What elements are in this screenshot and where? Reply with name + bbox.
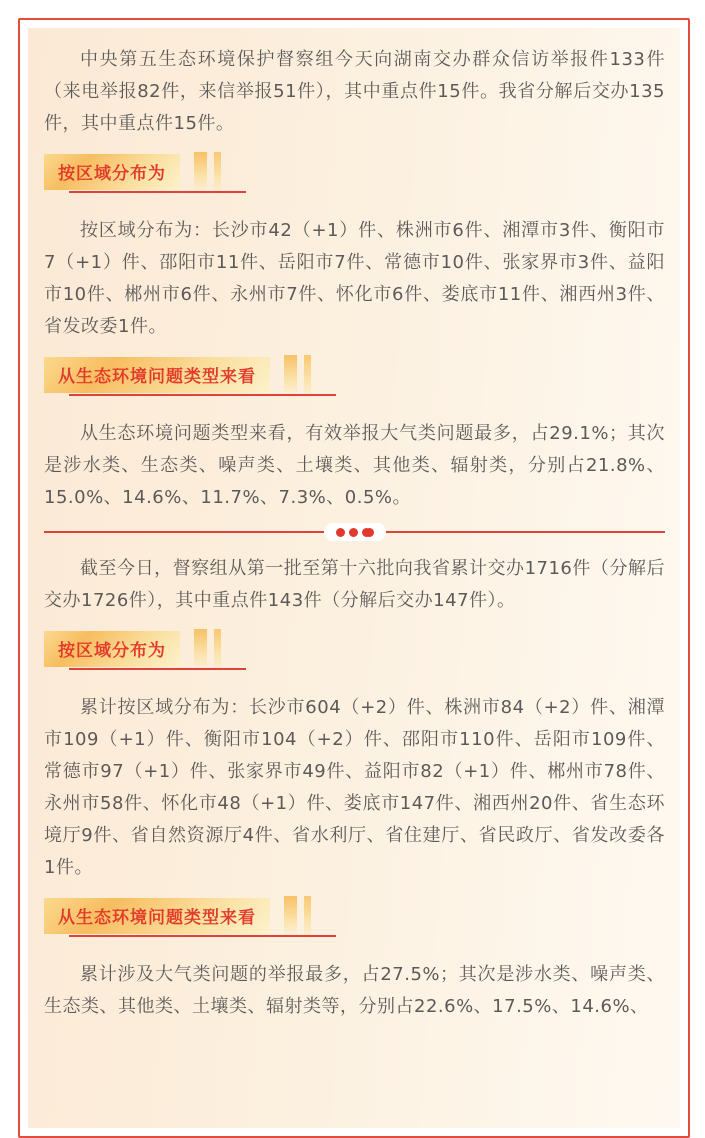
divider-dots-icon — [324, 523, 386, 541]
gold-bar-icon — [304, 896, 311, 940]
section-header-region-2 — [44, 631, 221, 671]
gold-bar-icon — [304, 355, 311, 399]
header-underline — [69, 394, 336, 396]
gold-bar-icon — [214, 152, 221, 196]
problem-type-paragraph: 从生态环境问题类型来看，有效举报大气类问题最多，占29.1%；其次是涉水类、生态类、噪声类、土壤类、其他类、辐射类，分别占21.8%、15.0%、14.6%、11.7%、7.3%、0.5%。 — [44, 423, 665, 508]
section-header-problem-type-2 — [44, 898, 311, 938]
red-dot-icon — [365, 528, 374, 537]
section-header-problem-type-1 — [44, 357, 311, 397]
intro-paragraph: 中央第五生态环境保护督察组今天向湖南交办群众信访举报件133件（来电举报82件，来信举报51件），其中重点件15件。我省分解后交办135件，其中重点件15件。 — [44, 49, 665, 134]
section-divider — [44, 523, 665, 541]
section-header-region-1 — [44, 154, 221, 194]
region-distribution-paragraph: 按区域分布为：长沙市42（+1）件、株洲市6件、湘潭市3件、衡阳市7（+1）件、邵阳市11件、岳阳市7件、常德市10件、张家界市3件、益阳市10件、郴州市6件、永州市7件、怀化市6件、娄底市11件、湘西州3件、省发改委1件。 — [44, 220, 665, 337]
gold-bar-icon — [214, 629, 221, 673]
header-underline — [69, 668, 246, 670]
gold-bar-icon — [284, 896, 297, 936]
article-card — [28, 28, 680, 1128]
red-dot-icon — [349, 528, 358, 537]
section-header-badge: 从生态环境问题类型来看 — [44, 357, 270, 393]
section-header-badge: 按区域分布为 — [44, 631, 180, 667]
cumulative-problem-type-paragraph: 累计涉及大气类问题的举报最多，占27.5%；其次是涉水类、噪声类、生态类、其他类、土壤类、辐射类等，分别占22.6%、17.5%、14.6%、 — [44, 964, 665, 1017]
section-header-badge: 从生态环境问题类型来看 — [44, 898, 270, 934]
gold-bar-icon — [194, 629, 207, 669]
header-underline — [69, 191, 246, 193]
cumulative-region-distribution-paragraph: 累计按区域分布为：长沙市604（+2）件、株洲市84（+2）件、湘潭市109（+1）件、衡阳市104（+2）件、邵阳市110件、岳阳市109件、常德市97（+1）件、张家界市49件、益阳市82（+1）件、郴州市78件、永州市58件、怀化市48（+1）件、娄底市147件、湘西州20件、省生态环境厅9件、省自然资源厅4件、省水利厅、省住建厅、省民政厅、省发改委各1件。 — [44, 697, 665, 878]
cumulative-summary-paragraph: 截至今日，督察组从第一批至第十六批向我省累计交办1716件（分解后交办1726件），其中重点件143件（分解后交办147件）。 — [44, 558, 665, 611]
header-underline — [69, 935, 336, 937]
gold-bar-icon — [194, 152, 207, 192]
section-header-badge: 按区域分布为 — [44, 154, 180, 190]
red-frame — [18, 18, 690, 1138]
red-dot-icon — [336, 528, 345, 537]
gold-bar-icon — [284, 355, 297, 395]
